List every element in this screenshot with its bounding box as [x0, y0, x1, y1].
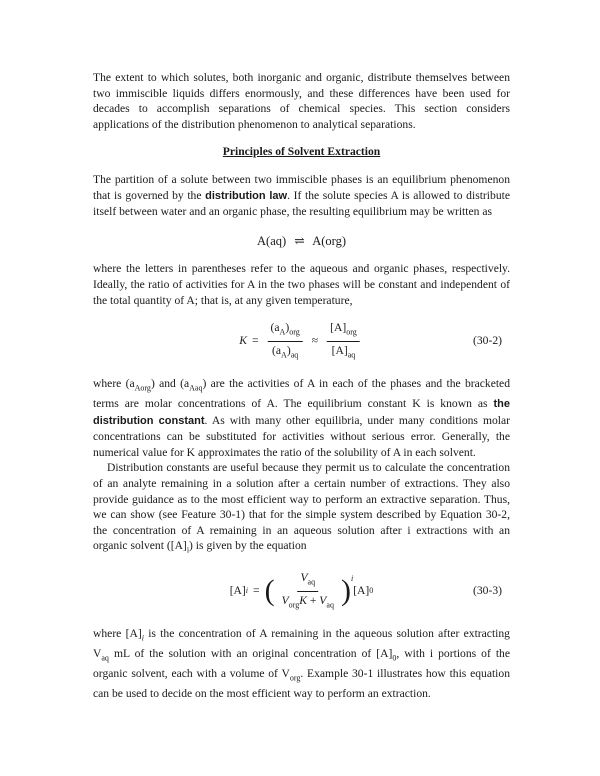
distribution-law-term: distribution law: [205, 189, 288, 202]
equilibrium-equation: A(aq) ⇌ A(org): [257, 233, 346, 248]
equation-30-3: [A] i = ( $\frac{V_{aq}}{V_{org}K + V_{aq}}$ ) $^i$ [A] 0 (30-3): [93, 568, 510, 614]
equation-30-2: K = $\frac{(a_A)_{org}}{(a_A)_{aq}}$ ≈ $\frac{[A]_{org}}{[A]_{aq}}$ (30-2): [93, 318, 510, 364]
volume-fraction: $\frac{V_{aq}}{V_{org}K + V_{aq}}$: [281, 570, 334, 610]
concentration-fraction: $\frac{[A]_{org}}{[A]_{aq}}$: [327, 320, 360, 363]
distribution-constant-paragraph: where $(a_{Aorg})$ and $(a_{Aaq})$ are the activities of A in each of the phases and the bracketed terms are molar concentrations of A. The equilibrium constant K is known as the distribution constant. As with many other equilibria, under many conditions molar concentrations can be substituted for activities without serious error. Generally, the numerical value for K approximates the ratio of the solubility of A in each solvent.: [93, 377, 511, 459]
activity-ratio-paragraph: where the letters in parentheses refer to the aqueous and organic phases, respectively. Ideally, the ratio of activities for A in the two phases will be constant and independent of the total quantity of A; that is, at any given temperature,: [93, 262, 510, 307]
intro-paragraph: The extent to which solutes, both inorganic and organic, distribute themselves between two immiscible liquids differs enormously, and these differences have been used for decades to accomplish separations of chemical species. This section considers applications of the distribution phenomenon to analytical separations.: [93, 71, 510, 131]
page-content: [93, 70, 510, 702]
activity-fraction: $\frac{(a_A)_{org}}{(a_A)_{aq}}$: [268, 320, 303, 363]
distribution-constant-term: the distribution constant: [93, 398, 510, 427]
extraction-paragraph: Distribution constants are useful because they permit us to calculate the concentration of an analyte remaining in a solution after a certain number of extractions. They also provide guidance as to the most efficient way to perform an extractive separation. Thus, we can show (see Feature 30-1) that for the simple system described by Equation 30-2, the concentration of A remaining in an aqueous solution after i extractions with an organic solvent $([A]_i)$ is given by the equation: [93, 461, 510, 555]
section-heading: Principles of Solvent Extraction: [222, 145, 381, 159]
distribution-law-paragraph: The partition of a solute between two immiscible phases is an equilibrium phenomenon that is governed by the distribution law. If the solute species A is allowed to distribute itself between water and an organic phase, the resulting equilibrium may be written as: [93, 172, 510, 219]
equation-number: (30-3): [473, 584, 502, 598]
equation-number: (30-2): [473, 334, 502, 348]
concentration-definition-paragraph: where $[A]_i$ is the concentration of A remaining in the aqueous solution after extracting $V_{aq}$ mL of the solution with an original concentration of $[A]_0$, with i portions of the organic solvent, each with a volume of $V_{org}$. Example 30-1 illustrates how this equation can be used to decide on the most efficient way to perform an extraction.: [93, 627, 510, 700]
